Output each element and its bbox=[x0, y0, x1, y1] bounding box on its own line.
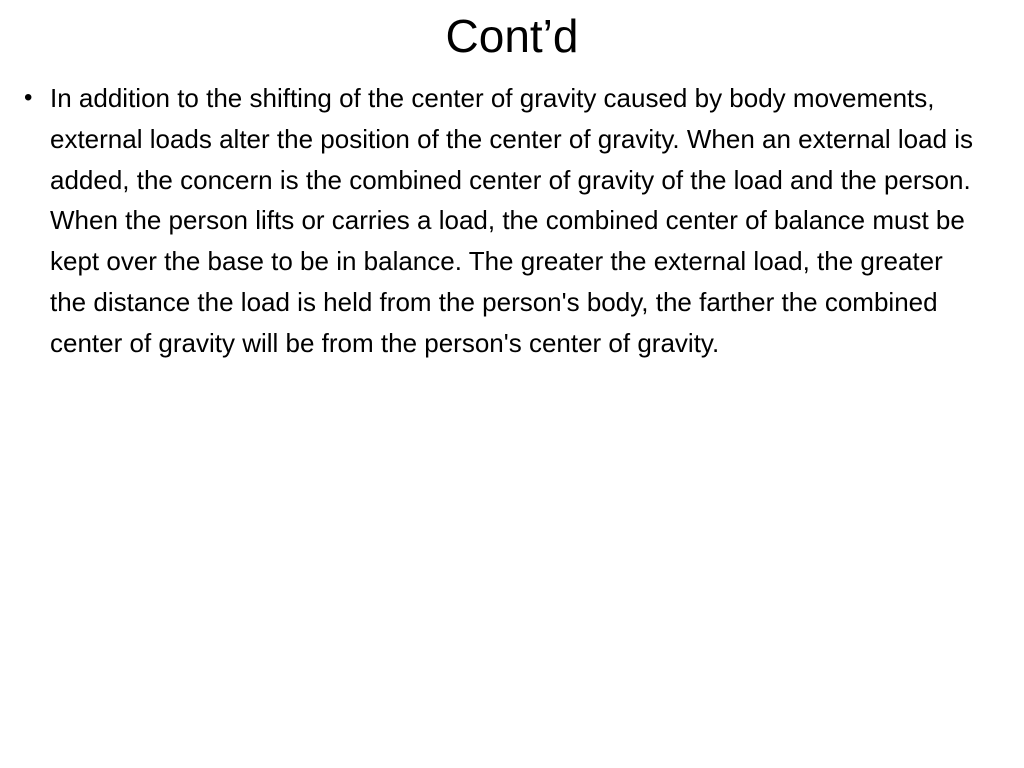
bullet-list bbox=[24, 78, 979, 364]
slide-title: Cont’d bbox=[445, 10, 579, 62]
bullet-item bbox=[24, 78, 979, 364]
bullet-icon: • bbox=[24, 84, 33, 111]
bullet-text: In addition to the shifting of the center of gravity caused by body movements, external loads alter the position of the center of gravity. When an external load is added, the concern is the combined center of gravity of the load and the person. When the person lifts or carries a load, the combined center of balance must be kept over the base to be in balance. The greater the external load, the greater the distance the load is held from the person's body, the farther the combined center of gravity will be from the person's center of gravity. bbox=[50, 83, 974, 358]
